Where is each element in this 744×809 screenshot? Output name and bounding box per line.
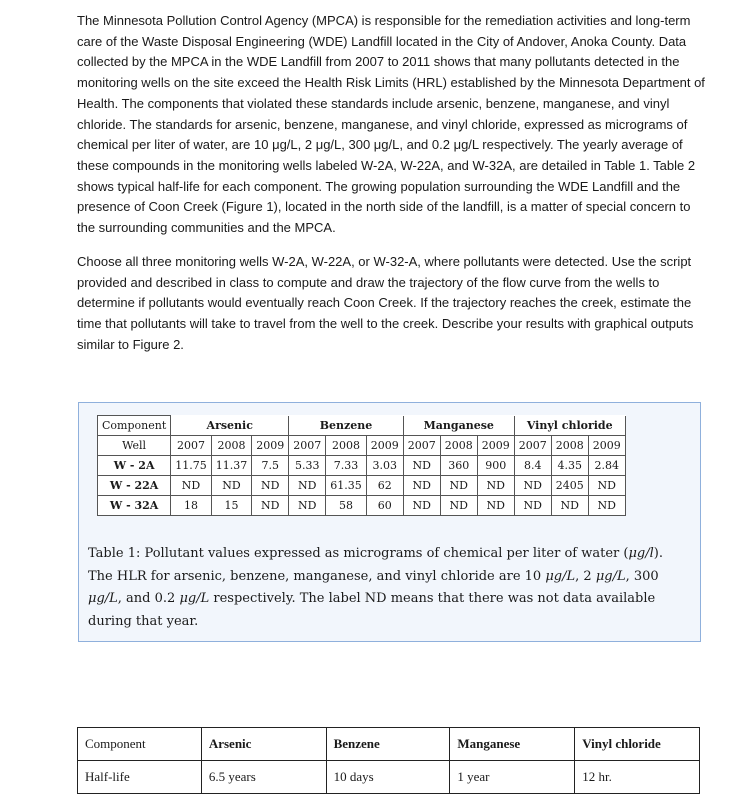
table2-row-label: Half-life [78, 761, 202, 794]
half-life-table [77, 727, 700, 794]
table-cell: 6.5 years [201, 761, 326, 794]
pollutant-table [97, 415, 626, 516]
table-row [98, 476, 626, 496]
table-cell: ND [588, 476, 625, 496]
table2-header-benzene: Benzene [326, 728, 450, 761]
table1-year: 2009 [252, 436, 289, 456]
caption-unit: μg/l [628, 546, 654, 561]
table-cell: 15 [211, 496, 252, 516]
table2-header-manganese: Manganese [450, 728, 575, 761]
table-cell: ND [477, 476, 514, 496]
table1-year: 2007 [171, 436, 212, 456]
table-cell: 10 days [326, 761, 450, 794]
table1-component-label: Component [98, 416, 171, 436]
table-cell: 8.4 [514, 456, 551, 476]
table-cell: ND [252, 496, 289, 516]
table-cell: 62 [366, 476, 403, 496]
table-row [98, 456, 626, 476]
table-cell: 360 [440, 456, 477, 476]
caption-text: , 2 [575, 568, 596, 584]
table1-year: 2007 [289, 436, 326, 456]
table-cell: 61.35 [326, 476, 367, 496]
table1-group-header-row [98, 416, 626, 436]
table-cell: 58 [326, 496, 367, 516]
table-cell: ND [588, 496, 625, 516]
table-cell: ND [252, 476, 289, 496]
table1-year: 2008 [440, 436, 477, 456]
table-row [78, 761, 700, 794]
table-cell: ND [514, 476, 551, 496]
table-cell: ND [289, 496, 326, 516]
table1-caption [88, 543, 683, 633]
intro-paragraph: The Minnesota Pollution Control Agency (MPCA) is responsible for the remediation activities and long-term care of the Waste Disposal Engineering (WDE) Landfill located in the City of Andover, Anoka County. Data collected by the MPCA in the WDE Landfill from 2007 to 2011 shows that many pollutants detected in the monitoring wells on the site exceed the Health Risk Limits (HRL) established by the Minnesota Department of Health. The components that violated these standards include arsenic, benzene, manganese, and vinyl chloride. The standards for arsenic, benzene, manganese, and vinyl chloride, expressed as micrograms of chemical per liter of water, are 10 μg/L, 2 μg/L, 300 μg/L, and 0.2 μg/L respectively. The yearly average of these compounds in the monitoring wells labeled W-2A, W-22A, and W-32A, are detailed in Table 1. Table 2 shows typical half-life for each component. The growing population surrounding the WDE Landfill and the presence of Coon Creek (Figure 1), located in the north side of the landfill, is a matter of special concern to the surrounding communities and the MPCA. [77, 13, 705, 236]
table-cell: ND [440, 496, 477, 516]
caption-text: ). The HLR for arsenic, benzene, manganese, and vinyl chloride are 10 [88, 546, 663, 584]
table-cell: 900 [477, 456, 514, 476]
table1-year: 2007 [514, 436, 551, 456]
table1-year: 2009 [477, 436, 514, 456]
table-cell: 18 [171, 496, 212, 516]
table-cell: 3.03 [366, 456, 403, 476]
caption-text: respectively. The label ND means that there was not data available during that year. [88, 591, 656, 629]
caption-text: , and 0.2 [117, 591, 180, 606]
table1-year: 2009 [366, 436, 403, 456]
table1-year: 2007 [403, 436, 440, 456]
table1-well-label: Well [98, 436, 171, 456]
table-cell: 7.5 [252, 456, 289, 476]
table1-group-manganese: Manganese [403, 416, 514, 436]
table-cell: 11.75 [171, 456, 212, 476]
table-cell: ND [514, 496, 551, 516]
table-cell: 2.84 [588, 456, 625, 476]
table1-group-benzene: Benzene [289, 416, 404, 436]
well-id: W - 2A [98, 456, 171, 476]
table-cell: ND [403, 456, 440, 476]
table1-year: 2008 [551, 436, 588, 456]
table-cell: ND [440, 476, 477, 496]
table1-group-arsenic: Arsenic [171, 416, 289, 436]
table-cell: ND [289, 476, 326, 496]
table-cell: ND [551, 496, 588, 516]
table-cell: 5.33 [289, 456, 326, 476]
table-cell: 60 [366, 496, 403, 516]
caption-unit: μg/L [545, 568, 576, 584]
table2-header-arsenic: Arsenic [201, 728, 326, 761]
table-cell: 2405 [551, 476, 588, 496]
caption-unit: μg/L [88, 591, 118, 606]
table-row [98, 496, 626, 516]
table1-group-vinyl-chloride: Vinyl chloride [514, 416, 625, 436]
table2-header-vinyl-chloride: Vinyl chloride [575, 728, 700, 761]
task-paragraph: Choose all three monitoring wells W-2A, W-22A, or W-32-A, where pollutants were detected. Use the script provided and described in class to compute and draw the trajectory of the flow curve from the wells to determine if pollutants would eventually reach Coon Creek. If the trajectory reaches the creek, estimate the time that pollutants will take to travel from the well to the creek. Describe your results with graphical outputs similar to Figure 2. [77, 254, 694, 352]
table-cell: ND [403, 476, 440, 496]
caption-text: , 300 [625, 568, 659, 584]
table-cell: 4.35 [551, 456, 588, 476]
table-cell: 11.37 [211, 456, 252, 476]
well-id: W - 32A [98, 496, 171, 516]
table-cell: 7.33 [326, 456, 367, 476]
table-cell: ND [211, 476, 252, 496]
table-cell: ND [477, 496, 514, 516]
table-cell: 12 hr. [575, 761, 700, 794]
table1-year: 2009 [588, 436, 625, 456]
caption-unit: μg/L [179, 591, 210, 606]
table-cell: 1 year [450, 761, 575, 794]
table1-year-row [98, 436, 626, 456]
caption-unit: μg/L [595, 568, 626, 584]
table1-year: 2008 [211, 436, 252, 456]
table-cell: ND [403, 496, 440, 516]
table-cell: ND [171, 476, 212, 496]
table2-header-row [78, 728, 700, 761]
caption-text: Table 1: Pollutant values expressed as micrograms of chemical per liter of water ( [88, 546, 629, 561]
well-id: W - 22A [98, 476, 171, 496]
table2-header-component: Component [78, 728, 202, 761]
table1-year: 2008 [326, 436, 367, 456]
